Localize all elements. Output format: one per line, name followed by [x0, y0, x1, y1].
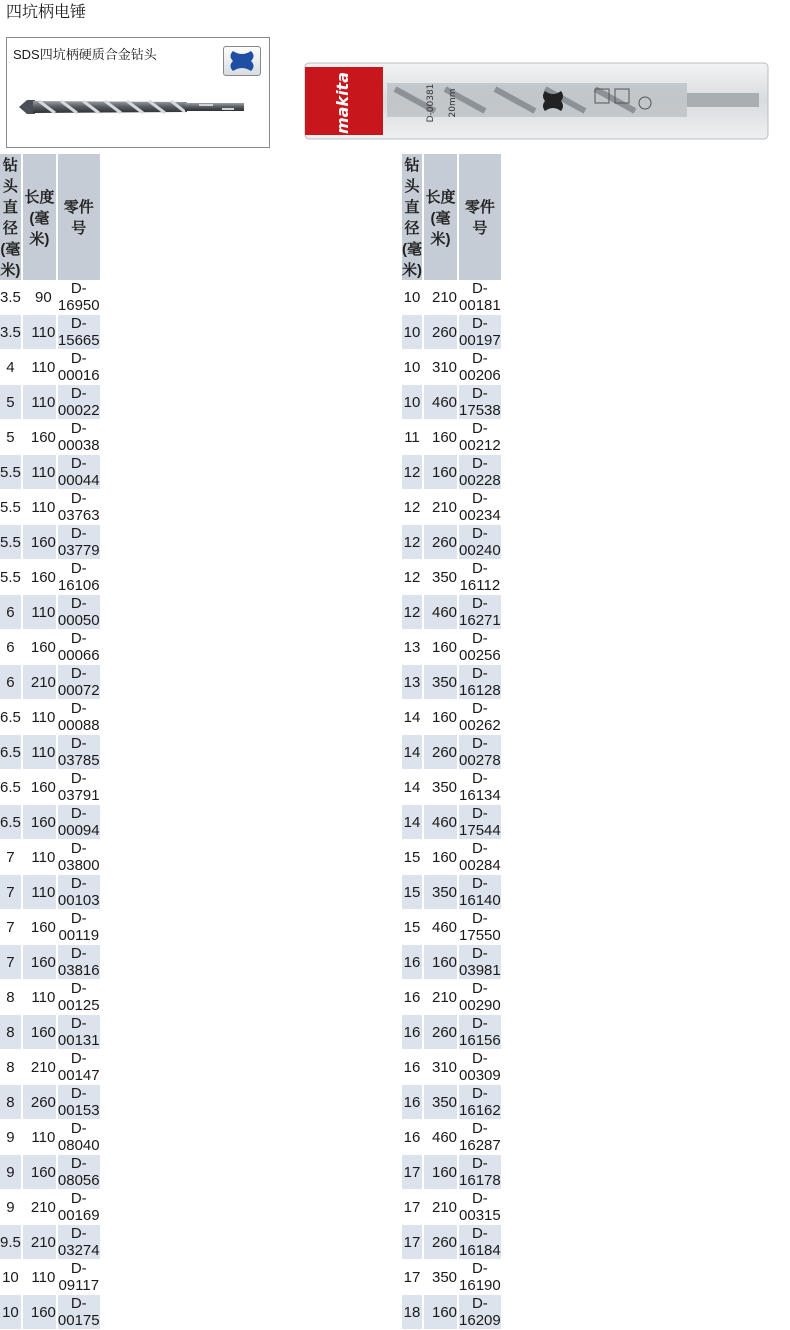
table-row: [402, 1015, 503, 1050]
table-row: [0, 1295, 102, 1330]
cell-part-number: D-00022: [57, 385, 100, 419]
cell-length: 160: [23, 420, 58, 455]
cell-part-number: D-00290: [459, 980, 501, 1014]
cell-part-number: D-00278: [459, 735, 501, 769]
cell-part-number: D-00197: [459, 315, 501, 349]
cell-length: 160: [424, 1295, 459, 1330]
table-row: [402, 385, 503, 420]
table-row: [402, 735, 503, 770]
cell-length: 160: [23, 1295, 58, 1330]
table-row: [402, 1085, 503, 1120]
cell-length: 160: [424, 840, 459, 875]
cell-diameter: 15: [402, 840, 424, 875]
cell-length: 160: [23, 560, 58, 595]
cell-diameter: 17: [402, 1190, 424, 1225]
table-row: [0, 525, 102, 560]
cell-diameter: 3.5: [0, 280, 23, 315]
cell-length: 110: [23, 700, 58, 735]
table-row: [402, 525, 503, 560]
cell-length: 210: [23, 1225, 58, 1260]
cell-diameter: 13: [402, 665, 424, 700]
cell-length: 460: [424, 805, 459, 840]
table-row: [402, 945, 503, 980]
table-row: [402, 665, 503, 700]
cell-part-number: D-17538: [459, 385, 501, 419]
cell-diameter: 13: [402, 630, 424, 665]
cell-part-number: D-16134: [459, 770, 501, 804]
cell-diameter: 14: [402, 805, 424, 840]
cell-diameter: 9.5: [0, 1225, 23, 1260]
table-row: [402, 700, 503, 735]
table-row: [0, 945, 102, 980]
cell-part-number: D-00125: [57, 980, 100, 1014]
cell-diameter: 7: [0, 945, 23, 980]
cell-length: 260: [23, 1085, 58, 1120]
cell-part-number: D-00094: [57, 805, 100, 839]
cell-diameter: 10: [402, 350, 424, 385]
cell-part-number: D-08040: [57, 1120, 100, 1154]
cell-diameter: 5: [0, 385, 23, 420]
cell-part-number: D-00050: [57, 595, 100, 629]
cell-length: 160: [424, 455, 459, 490]
cell-length: 110: [23, 1120, 58, 1155]
cell-diameter: 5.5: [0, 525, 23, 560]
cell-diameter: 6.5: [0, 805, 23, 840]
cell-part-number: D-17550: [459, 910, 501, 944]
cell-diameter: 5: [0, 420, 23, 455]
cell-diameter: 3.5: [0, 315, 23, 350]
cell-diameter: 6.5: [0, 700, 23, 735]
cell-diameter: 7: [0, 910, 23, 945]
cell-length: 110: [23, 735, 58, 770]
cell-length: 210: [424, 280, 459, 315]
cell-length: 160: [23, 945, 58, 980]
cell-part-number: D-16156: [459, 1015, 501, 1049]
cell-length: 350: [424, 665, 459, 700]
table-row: [0, 350, 102, 385]
table-row: [0, 1225, 102, 1260]
cell-length: 160: [424, 630, 459, 665]
cell-diameter: 7: [0, 875, 23, 910]
cell-diameter: 15: [402, 875, 424, 910]
table-row: [402, 805, 503, 840]
cell-diameter: 12: [402, 595, 424, 630]
cell-part-number: D-08056: [57, 1155, 100, 1189]
cell-diameter: 4: [0, 350, 23, 385]
cell-length: 260: [424, 1015, 459, 1050]
cell-diameter: 10: [0, 1260, 23, 1295]
table-row: [0, 420, 102, 455]
cell-length: 210: [424, 490, 459, 525]
cell-length: 350: [424, 560, 459, 595]
cell-length: 110: [23, 1260, 58, 1295]
package-code: D-00381: [426, 83, 436, 123]
cell-part-number: D-00153: [57, 1085, 100, 1119]
cell-diameter: 12: [402, 455, 424, 490]
cell-part-number: D-17544: [459, 805, 501, 839]
cell-length: 110: [23, 315, 58, 350]
cell-length: 160: [23, 1015, 58, 1050]
cell-diameter: 10: [402, 280, 424, 315]
table-row: [402, 1225, 503, 1260]
table-row: [0, 1015, 102, 1050]
cell-diameter: 17: [402, 1155, 424, 1190]
cell-length: 110: [23, 490, 58, 525]
cell-diameter: 14: [402, 735, 424, 770]
cell-length: 310: [424, 1050, 459, 1085]
brand-logo: makita: [333, 71, 352, 135]
cell-part-number: D-16128: [459, 665, 501, 699]
cell-diameter: 16: [402, 1085, 424, 1120]
cell-part-number: D-16106: [57, 560, 100, 594]
makita-package-photo: [305, 63, 768, 139]
cell-part-number: D-03791: [57, 770, 100, 804]
header-length: 长度(毫米): [23, 154, 58, 280]
cell-part-number: D-00147: [57, 1050, 100, 1084]
cell-part-number: D-00206: [459, 350, 501, 384]
cell-diameter: 10: [402, 385, 424, 420]
table-row: [0, 700, 102, 735]
header-length: 长度(毫米): [424, 154, 459, 280]
table-row: [402, 490, 503, 525]
cell-diameter: 16: [402, 1120, 424, 1155]
cell-part-number: D-16190: [459, 1260, 501, 1294]
cell-part-number: D-00072: [57, 665, 100, 699]
cell-diameter: 6.5: [0, 770, 23, 805]
table-row: [0, 805, 102, 840]
cell-part-number: D-16112: [459, 560, 503, 595]
cell-diameter: 16: [402, 1050, 424, 1085]
table-row: [402, 1190, 503, 1225]
cell-length: 460: [424, 910, 459, 945]
cell-length: 460: [424, 595, 459, 630]
cell-diameter: 6: [0, 665, 23, 700]
cell-diameter: 8: [0, 980, 23, 1015]
table-row: [402, 420, 503, 455]
cell-length: 350: [424, 1085, 459, 1120]
cell-part-number: D-03816: [57, 945, 100, 979]
table-row: [0, 1190, 102, 1225]
cell-length: 350: [424, 770, 459, 805]
table-row: [402, 595, 503, 630]
table-row: [402, 560, 503, 595]
table-row: [0, 455, 102, 490]
cell-diameter: 16: [402, 980, 424, 1015]
cell-diameter: 17: [402, 1225, 424, 1260]
cell-length: 110: [23, 980, 58, 1015]
parts-table-left: [0, 154, 102, 1330]
cell-part-number: D-00228: [459, 455, 501, 489]
table-row: [0, 980, 102, 1015]
cell-length: 460: [424, 1120, 459, 1155]
cell-part-number: D-16209: [459, 1295, 501, 1329]
cell-part-number: D-00315: [459, 1190, 501, 1224]
table-row: [0, 315, 102, 350]
cell-part-number: D-03785: [57, 735, 100, 769]
cell-part-number: D-03763: [57, 490, 100, 524]
cell-diameter: 15: [402, 910, 424, 945]
cell-diameter: 10: [402, 315, 424, 350]
cell-part-number: D-00234: [459, 490, 501, 524]
cell-length: 460: [424, 385, 459, 420]
cell-part-number: D-00088: [57, 700, 100, 734]
cell-part-number: D-16950: [57, 280, 100, 314]
cell-diameter: 9: [0, 1120, 23, 1155]
cell-length: 160: [23, 1155, 58, 1190]
cell-part-number: D-00016: [57, 350, 100, 384]
cell-part-number: D-00044: [57, 455, 100, 489]
table-row: [0, 1260, 102, 1295]
table-row: [0, 910, 102, 945]
table-row: [0, 630, 102, 665]
cell-length: 210: [23, 1050, 58, 1085]
cell-length: 260: [424, 525, 459, 560]
cell-part-number: D-15665: [57, 315, 100, 349]
cell-diameter: 10: [0, 1295, 23, 1330]
header-diameter: 钻头直径(毫米): [402, 154, 424, 280]
cell-length: 160: [424, 420, 459, 455]
cell-diameter: 16: [402, 1015, 424, 1050]
cell-diameter: 8: [0, 1085, 23, 1120]
drill-bit-illustration: [17, 96, 247, 118]
cell-part-number: D-00119: [58, 910, 102, 945]
cell-part-number: D-03800: [57, 840, 100, 874]
cell-part-number: D-00175: [57, 1295, 100, 1329]
cell-part-number: D-03779: [57, 525, 100, 559]
table-row: [0, 1120, 102, 1155]
cell-length: 210: [424, 1190, 459, 1225]
cell-diameter: 14: [402, 770, 424, 805]
table-row: [402, 455, 503, 490]
cell-length: 260: [424, 315, 459, 350]
cell-part-number: D-00262: [459, 700, 501, 734]
cell-diameter: 7: [0, 840, 23, 875]
cell-part-number: D-16287: [459, 1120, 501, 1154]
cell-diameter: 6: [0, 630, 23, 665]
cell-length: 110: [23, 595, 58, 630]
cell-length: 160: [424, 945, 459, 980]
table-row: [0, 1050, 102, 1085]
table-row: [0, 280, 102, 315]
product-card: [6, 37, 270, 148]
cell-length: 110: [23, 840, 58, 875]
product-name: SDS四坑柄硬质合金钻头: [13, 47, 157, 62]
cell-part-number: D-16178: [459, 1155, 501, 1189]
cell-length: 110: [23, 455, 58, 490]
cell-diameter: 12: [402, 490, 424, 525]
cell-length: 160: [23, 525, 58, 560]
package-size: 20mm: [448, 88, 458, 118]
cell-length: 310: [424, 350, 459, 385]
table-row: [402, 1120, 503, 1155]
cell-length: 160: [23, 910, 58, 945]
table-row: [402, 1260, 503, 1295]
table-row: [402, 770, 503, 805]
header-part-number: 零件号: [58, 154, 102, 280]
table-row: [0, 1085, 102, 1120]
table-row: [0, 735, 102, 770]
cell-length: 350: [424, 875, 459, 910]
table-row: [402, 280, 503, 315]
cell-diameter: 8: [0, 1050, 23, 1085]
table-row: [402, 315, 503, 350]
parts-table-right: [402, 154, 503, 1330]
table-row: [402, 1295, 503, 1330]
cell-length: 210: [424, 980, 459, 1015]
cell-part-number: D-00181: [459, 280, 501, 314]
table-row: [402, 875, 503, 910]
cell-diameter: 5.5: [0, 455, 23, 490]
cell-diameter: 17: [402, 1260, 424, 1295]
table-header-row: [402, 154, 503, 280]
cell-part-number: D-03981: [459, 945, 501, 979]
table-row: [0, 560, 102, 595]
table-row: [402, 1050, 503, 1085]
cell-length: 110: [23, 385, 58, 420]
cell-length: 160: [23, 770, 58, 805]
cell-part-number: D-16271: [459, 595, 501, 629]
cell-length: 110: [23, 875, 58, 910]
cell-length: 90: [23, 280, 58, 315]
cell-part-number: D-09117: [58, 1260, 102, 1295]
cell-length: 350: [424, 1260, 459, 1295]
cell-length: 160: [424, 1155, 459, 1190]
cell-diameter: 6: [0, 595, 23, 630]
cell-part-number: D-00309: [459, 1050, 501, 1084]
cell-part-number: D-00169: [57, 1190, 100, 1224]
cell-part-number: D-00103: [57, 875, 100, 909]
cell-length: 260: [424, 1225, 459, 1260]
cell-length: 210: [23, 1190, 58, 1225]
cell-diameter: 6.5: [0, 735, 23, 770]
table-row: [0, 875, 102, 910]
table-row: [0, 490, 102, 525]
cell-part-number: D-00066: [57, 630, 100, 664]
cell-part-number: D-00256: [459, 630, 501, 664]
cell-diameter: 5.5: [0, 560, 23, 595]
sds-plus-shank-icon: [223, 46, 261, 76]
cell-length: 160: [23, 630, 58, 665]
cell-diameter: 9: [0, 1155, 23, 1190]
cell-part-number: D-03274: [57, 1225, 100, 1259]
cell-diameter: 12: [402, 525, 424, 560]
header-diameter: 钻头直径(毫米): [0, 154, 23, 280]
cell-diameter: 18: [402, 1295, 424, 1330]
table-header-row: [0, 154, 102, 280]
cell-part-number: D-00038: [57, 420, 100, 454]
header-part-number: 零件号: [459, 154, 503, 280]
cell-part-number: D-00240: [459, 525, 501, 559]
cell-diameter: 16: [402, 945, 424, 980]
cell-part-number: D-16162: [459, 1085, 501, 1119]
table-row: [402, 630, 503, 665]
table-row: [0, 385, 102, 420]
cell-diameter: 5.5: [0, 490, 23, 525]
table-row: [0, 1155, 102, 1190]
table-row: [0, 770, 102, 805]
table-row: [0, 665, 102, 700]
cell-part-number: D-16140: [459, 875, 501, 909]
cell-part-number: D-00284: [459, 840, 501, 874]
cell-part-number: D-00131: [57, 1015, 100, 1049]
cell-part-number: D-16184: [459, 1225, 501, 1259]
table-row: [0, 840, 102, 875]
cell-length: 210: [23, 665, 58, 700]
cell-diameter: 11: [402, 420, 424, 455]
cell-length: 110: [23, 350, 58, 385]
page-title: 四坑柄电锤: [6, 4, 87, 21]
table-row: [402, 1155, 503, 1190]
table-row: [0, 595, 102, 630]
table-row: [402, 840, 503, 875]
cell-length: 160: [23, 805, 58, 840]
cell-diameter: 8: [0, 1015, 23, 1050]
cell-diameter: 9: [0, 1190, 23, 1225]
table-row: [402, 980, 503, 1015]
cell-diameter: 12: [402, 560, 424, 595]
cell-diameter: 14: [402, 700, 424, 735]
table-row: [402, 910, 503, 945]
cell-length: 160: [424, 700, 459, 735]
cell-length: 260: [424, 735, 459, 770]
table-row: [402, 350, 503, 385]
cell-part-number: D-00212: [459, 420, 501, 454]
